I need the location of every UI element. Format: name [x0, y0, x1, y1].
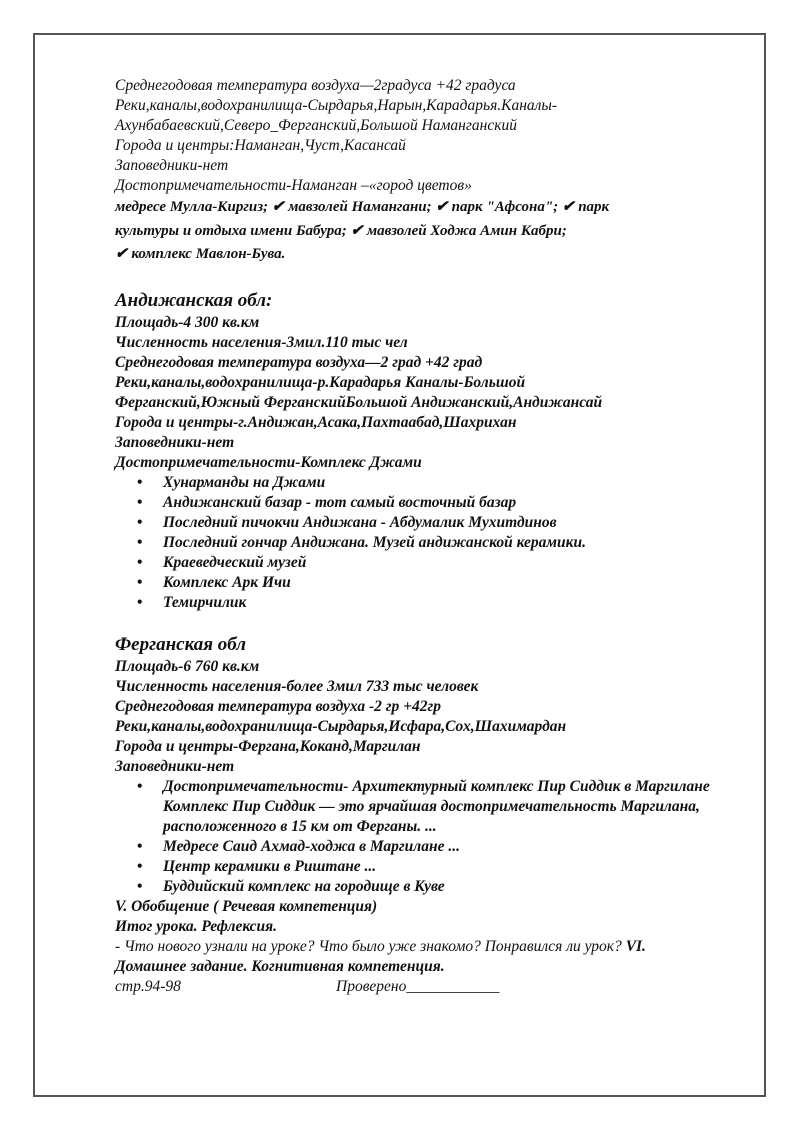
questions-line — [115, 937, 745, 957]
namangan-section — [115, 76, 745, 267]
fergana-sights-list — [115, 777, 745, 897]
list-item: • Последний пичокчи Андижана - Абдумалик Мухитдинов — [115, 513, 745, 533]
fergana-temperature: Среднегодовая температура воздуха -2 гр +42гр — [115, 697, 441, 715]
checked-signature: Проверено____________ — [336, 977, 500, 995]
homework-line: Домашнее задание. Когнитивная компетенция. — [115, 957, 445, 975]
fergana-section — [115, 633, 745, 897]
list-item: • Темирчилик — [115, 593, 745, 613]
namangan-rivers: Реки,каналы,водохранилища-Сырдарья,Нарын,Карадарья.Каналы- — [115, 97, 558, 114]
andijan-sights-list — [115, 473, 745, 613]
fergana-reserves: Заповедники-нет — [115, 757, 235, 775]
list-item: • Центр керамики в Риштане ... — [115, 857, 745, 877]
list-item: • Буддийский комплекс на городище в Куве — [115, 877, 745, 897]
andijan-section — [115, 289, 745, 613]
andijan-cities: Города и центры-г.Андижан,Асака,Пахтаабад,Шахрихан — [115, 413, 517, 431]
list-item: • Краеведческий музей — [115, 553, 745, 573]
namangan-cities: Города и центры:Наманган,Чуст,Касансай — [115, 137, 406, 154]
andijan-area: Площадь-4 300 кв.км — [115, 313, 260, 331]
namangan-sights-line: культуры и отдыха имени Бабура; ✔ мавзолей Ходжа Амин Кабри; — [115, 222, 567, 239]
namangan-canals: Ахунбабаевский,Северо_Ферганский,Большой Наманганский — [115, 117, 517, 134]
questions-text: - Что нового узнали на уроке? Что было уже знакомо? Понравился ли урок? — [115, 937, 626, 955]
namangan-sights-line: ✔ комплекс Мавлон-Бува. — [115, 246, 286, 262]
summary-line: V. Обобщение ( Речевая компетенция) — [115, 897, 378, 915]
closing-section — [115, 897, 745, 997]
homework-pages: стр.94-98 — [115, 977, 181, 995]
andijan-population: Численность населения-3мил.110 тыс чел — [115, 333, 408, 351]
section-number: VI. — [625, 937, 646, 955]
reflection-line: Итог урока. Рефлексия. — [115, 917, 277, 935]
list-item: • Достопримечательности- Архитектурный комплекс Пир Сиддик в Маргилане Комплекс Пир Сиддик — это ярчайшая достопримечательность Маргилана, расположенного в 15 км от Ферганы. ... — [115, 777, 743, 837]
andijan-rivers: Реки,каналы,водохранилища-р.Карадарья Каналы-Большой — [115, 373, 526, 391]
andijan-temperature: Среднегодовая температура воздуха—2 град +42 град — [115, 353, 483, 371]
andijan-heading: Андижанская обл: — [115, 289, 273, 311]
document-body — [115, 76, 745, 997]
list-item: • Андижанский базар - тот самый восточный базар — [115, 493, 745, 513]
list-item: • Хунарманды на Джами — [115, 473, 745, 493]
andijan-reserves: Заповедники-нет — [115, 433, 235, 451]
namangan-temperature: Среднегодовая температура воздуха—2градуса +42 градуса — [115, 77, 516, 94]
fergana-heading: Ферганская обл — [115, 633, 247, 655]
list-item: • Комплекс Арк Ичи — [115, 573, 745, 593]
fergana-rivers: Реки,каналы,водохранилища-Сырдарья,Исфара,Сох,Шахимардан — [115, 717, 567, 735]
fergana-cities: Города и центры-Фергана,Коканд,Маргилан — [115, 737, 421, 755]
andijan-sights-title: Достопримечательности-Комплекс Джами — [115, 453, 422, 471]
signature-row — [115, 977, 745, 997]
namangan-sights-line: медресе Мулла-Киргиз; ✔ мавзолей Намангани; ✔ парк "Афсона"; ✔ парк — [115, 199, 610, 215]
fergana-population: Численность населения-более 3мил 733 тыс человек — [115, 677, 479, 695]
namangan-sights-title: Достопримечательности-Наманган –«город цветов» — [115, 177, 472, 194]
list-item: • Последний гончар Андижана. Музей андижанской керамики. — [115, 533, 745, 553]
list-item: • Медресе Саид Ахмад-ходжа в Маргилане ... — [115, 837, 745, 857]
andijan-canals: Ферганский,Южный ФерганскийБольшой Андижанский,Андижансай — [115, 393, 603, 411]
fergana-area: Площадь-6 760 кв.км — [115, 657, 260, 675]
namangan-reserves: Заповедники-нет — [115, 157, 229, 174]
